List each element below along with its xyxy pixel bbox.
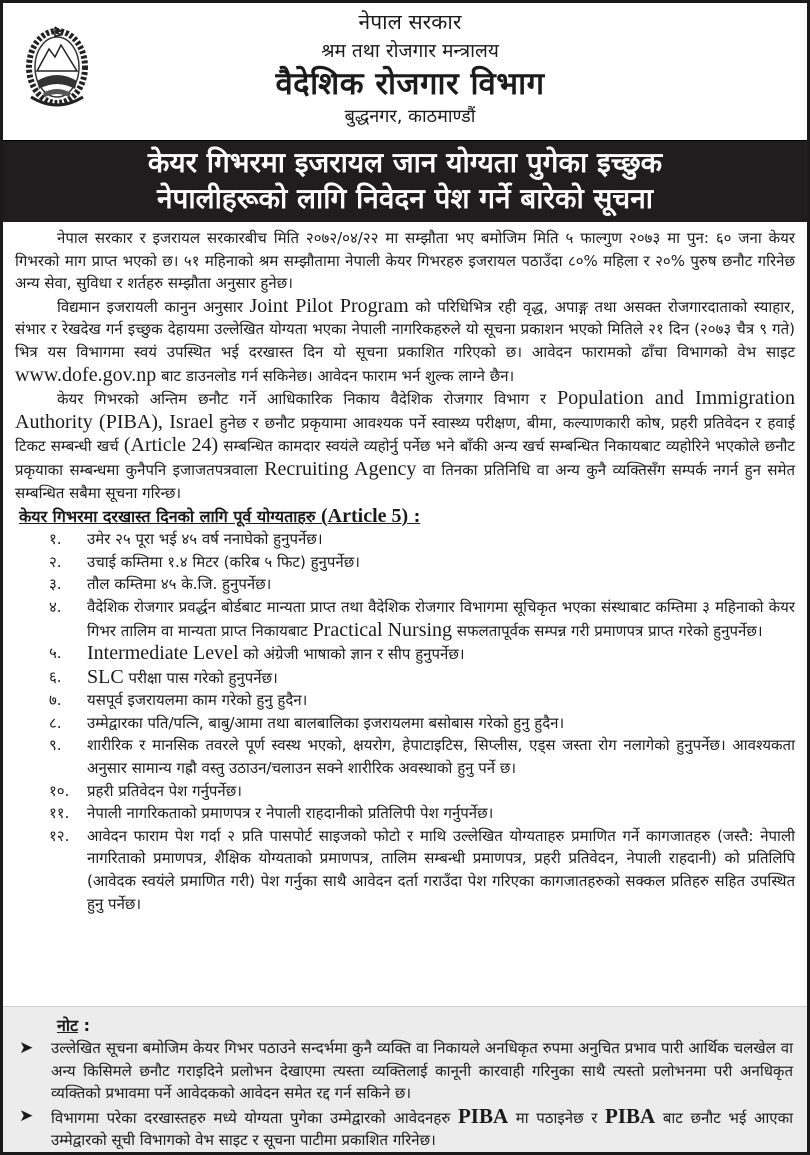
department-address: बुद्धनगर, काठमाण्डौं: [344, 106, 476, 127]
requirement-item: [49, 573, 795, 596]
item-text: उचाई कम्तिमा १.४ मिटर (करिब ५ फिट) हुनुपर्नेछ।: [87, 552, 360, 571]
requirement-item: [49, 802, 795, 825]
item-number: ७.: [49, 691, 62, 710]
item-text: प्रहरी प्रतिवेदन पेश गर्नुपर्नेछ।: [87, 781, 242, 800]
requirement-item: [49, 712, 795, 735]
government-name: नेपाल सरकार: [358, 10, 462, 34]
program-name: Joint Pilot Program: [249, 294, 409, 317]
website-link[interactable]: www.dofe.gov.np: [15, 363, 157, 386]
requirement-item: [49, 551, 795, 574]
requirement-item: [49, 734, 795, 779]
text: सम्बन्धित कामदार स्वयंले व्यहोर्नु पर्नेछ भने बाँकी अन्य खर्च सम्बन्धित निकायबाट व्यहोरिने भएकोले छनौट प्रकृयाका सम्बन्धमा कुनैपनि इजाजतपत्रवाला: [15, 437, 795, 479]
item-number: १२.: [49, 826, 70, 845]
text: विद्यमान इजरायली कानुन अनुसार: [57, 297, 250, 316]
item-term: SLC: [87, 665, 124, 688]
note-label: नोट: [57, 1016, 79, 1035]
item-number: ६.: [49, 667, 62, 686]
article-ref: (Article 24): [123, 434, 219, 457]
notice-body: [3, 222, 807, 915]
item-text: शारीरिक र मानसिक तवरले पूर्ण स्वस्थ भएको, क्षयरोग, हेपाटाइटिस, सिप्लीस, एड्स जस्ता रोग नलागेको हुनुपर्नेछ। आवश्यकता अनुसार सामान्य गह्रौ वस्तु उठाउन/चलाउन सक्ने शारीरिक अवस्थाको हुनु पर्ने छ।: [87, 736, 795, 778]
item-text: यसपूर्व इजरायलमा काम गरेको हुनु हुदैन।: [87, 691, 308, 710]
department-name: वैदेशिक रोजगार विभाग: [275, 66, 545, 102]
paragraph-agreement: नेपाल सरकार र इजरायल सरकारबीच मिति २०७२/०४/२२ मा सम्झौता भए बमोजिम मिति ५ फाल्गुण २०७३ मा पुन: ६० जना केयर गिभरको माग प्राप्त भएको छ। ५१ महिनाको श्रम सम्झौतामा नेपाली केयर गिभरहरु इजरायल पठाउँदा ८०% महिला र २०% पुरुष छनौट गरिनेछ अन्य सेवा, सुविधा र शर्तहरु सम्झौता अनुसार हुनेछ।: [15, 229, 795, 293]
item-text: तौल कम्तिमा ४५ के.जि. हुनुपर्नेछ।: [87, 575, 272, 594]
item-text: परीक्षा पास गरेको हुनुपर्नेछ।: [123, 668, 278, 687]
requirement-item: [49, 825, 795, 915]
requirement-item: [49, 780, 795, 803]
authority-name: Population and Immigration Authority (PIBA), Israel: [15, 387, 795, 433]
item-number: ९.: [49, 736, 62, 755]
note-title: [57, 1015, 793, 1037]
text: को परिधिभित्र रही वृद्ध, अपाङ्ग तथा असक्त रोजगारदाताको स्याहार, संभार र रेखदेख गर्न इच्छुक देहायमा उल्लेखित योग्यता भएका नेपाली नागरिकहरुले यो सूचना प्रकाशन भएको मितिले २१ दिन (२०७३ चैत्र ९ गते) भित्र यस विभागमा स्वयं उपस्थित भई दरखास्त दिन यो सूचना प्रकाशित गरिएको छ। आवेदन फारामको ढाँचा विभागको वेभ साइट: [15, 297, 795, 361]
requirement-item: [49, 528, 795, 551]
item-text: वैदेशिक रोजगार प्रवर्द्धन बोर्डबाट मान्यता प्राप्त तथा वैदेशिक रोजगार विभागमा सूचिकृत भएका संस्थाबाट कम्तिमा ३ महिनाको केयर गिभर तालिम वा मान्यता प्राप्त निकायबाट: [87, 597, 795, 640]
note-text: बाट छनौट भई आएका उम्मेद्वारको सूची विभागको वेभ साइट र सूचना पाटीमा प्रकाशित गरिनेछ।: [51, 1108, 793, 1150]
item-term: Intermediate Level: [87, 642, 239, 665]
arrowhead-bullet-icon: ➤: [19, 1038, 34, 1058]
requirement-item: [49, 666, 795, 690]
requirement-item: [49, 689, 795, 712]
notice-title-line-2: नेपालीहरूको लागि निवेदन पेश गर्ने बारेको सूचना: [156, 182, 654, 215]
item-text: आवेदन फाराम पेश गर्दा २ प्रति पासपोर्ट साइजको फोटो र माथि उल्लेखित योग्यताहरु प्रमाणित गर्ने कागजातहरु (जस्तै: नेपाली नागरिताको प्रमाणपत्र, शैक्षिक योग्यताको प्रमाणपत्र, तालिम सम्बन्धी प्रमाणपत्र, प्रहरी प्रतिवेदन, नेपाली राहदानी) को प्रतिलिपि (आवेदक स्वयंले प्रमाणित गरी) पेश गर्नुका साथै आवेदन दर्ता गराउँदा पेश गरिएका कागजातहरुको सक्कल प्रतिहरु सहित उपस्थित हुनु पर्नेछ।: [87, 826, 795, 913]
requirement-item: [49, 596, 795, 642]
note-item: [15, 1105, 793, 1152]
item-number: १०.: [49, 781, 70, 800]
note-text: मा पठाइनेछ र: [508, 1108, 606, 1127]
text: बाट डाउनलोड गर्न सकिनेछ। आवेदन फाराम भर्न शुल्क लाग्ने छैन।: [156, 366, 515, 385]
item-number: ८.: [49, 713, 62, 732]
item-number: ४.: [49, 597, 62, 616]
notice-title-line-1: केयर गिभरमा इजरायल जान योग्यता पुगेका इच्छुक: [147, 146, 663, 179]
agency-acronym: PIBA: [457, 1103, 509, 1128]
note-text: उल्लेखित सूचना बमोजिम केयर गिभर पठाउने सन्दर्भमा कुनै व्यक्ति वा निकायले अनधिकृत रुपमा अनुचित प्रभाव पारी आर्थिक चलखेल वा अन्य किसिमले छनौट गराइदिने प्रलोभन देखाएमा त्यस्ता व्यक्तिलाई कानूनी कारवाही गरिनुका साथै त्यस्तो प्रलोभनमा परी अनधिकृत व्यक्तिको प्रभावमा पर्ने आवेदकको आवेदन समेत रद्द गर्न सकिने छ।: [51, 1039, 793, 1103]
item-number: ११.: [49, 804, 70, 823]
requirements-heading: [19, 505, 795, 528]
item-term: Practical Nursing: [312, 618, 453, 641]
header: [3, 3, 807, 140]
item-text: सफलतापूर्वक सम्पन्न गरी प्रमाणपत्र प्राप्त गरेको हुनुपर्नेछ।: [452, 621, 763, 640]
text: केयर गिभरको अन्तिम छनौट गर्ने आधिकारिक निकाय वैदेशिक रोजगार विभाग र: [57, 390, 558, 409]
item-number: ५.: [49, 644, 62, 663]
text: हुनेछ र छनौट प्रकृयामा आवश्यक पर्ने स्वास्थ्य परीक्षण, बीमा, कल्याणकारी कोष, प्रहरी प्रतिवेदन र हवाई टिकट सम्बन्धी खर्च: [15, 413, 795, 456]
ministry-name: श्रम तथा रोजगार मन्त्रालय: [321, 40, 499, 62]
notice-title-banner: [3, 140, 807, 222]
text: :: [78, 1016, 91, 1035]
agency-acronym: PIBA: [605, 1103, 656, 1128]
item-text: नेपाली नागरिकताको प्रमाणपत्र र नेपाली राहदानीको प्रतिलिपी पेश गर्नुपर्नेछ।: [87, 804, 494, 823]
item-text: उम्मेद्वारका पति/पत्नि, बाबु/आमा तथा बालबालिका इजरायलमा बसोबास गरेको हुनु हुदैन।: [87, 713, 565, 732]
note-text: विभागमा परेका दरखास्तहरु मध्ये योग्यता पुगेका उम्मेद्वारको आवेदनहरु: [51, 1108, 458, 1127]
requirements-list: [15, 528, 795, 915]
item-number: ३.: [49, 575, 62, 594]
requirement-item: [49, 642, 795, 666]
item-text: उमेर २५ पूरा भई ४५ वर्ष ननाघेको हुनुपर्नेछ।: [87, 530, 323, 549]
text: केयर गिभरमा दरखास्त दिनको लागि पूर्व योग्यताहरु: [19, 507, 321, 527]
article-ref: (Article 5): [321, 505, 409, 528]
item-text: को अंग्रेजी भाषाको ज्ञान र सीप हुनुपर्नेछ।: [238, 645, 465, 664]
note-item: [15, 1037, 793, 1105]
note-section: [3, 1006, 807, 1152]
agency-term: Recruiting Agency: [264, 457, 417, 480]
paragraph-program: [15, 295, 795, 387]
item-number: २.: [49, 552, 62, 571]
text: वा तिनका प्रतिनिधि वा अन्य कुनै व्यक्तिसँग सम्पर्क नगर्न हुन समेत सम्बन्धित सबैमा सूचना गरिन्छ।: [15, 460, 795, 502]
arrowhead-bullet-icon: ➤: [19, 1105, 34, 1126]
item-number: १.: [49, 530, 62, 549]
text: :: [408, 507, 421, 527]
paragraph-selection: [15, 387, 795, 504]
